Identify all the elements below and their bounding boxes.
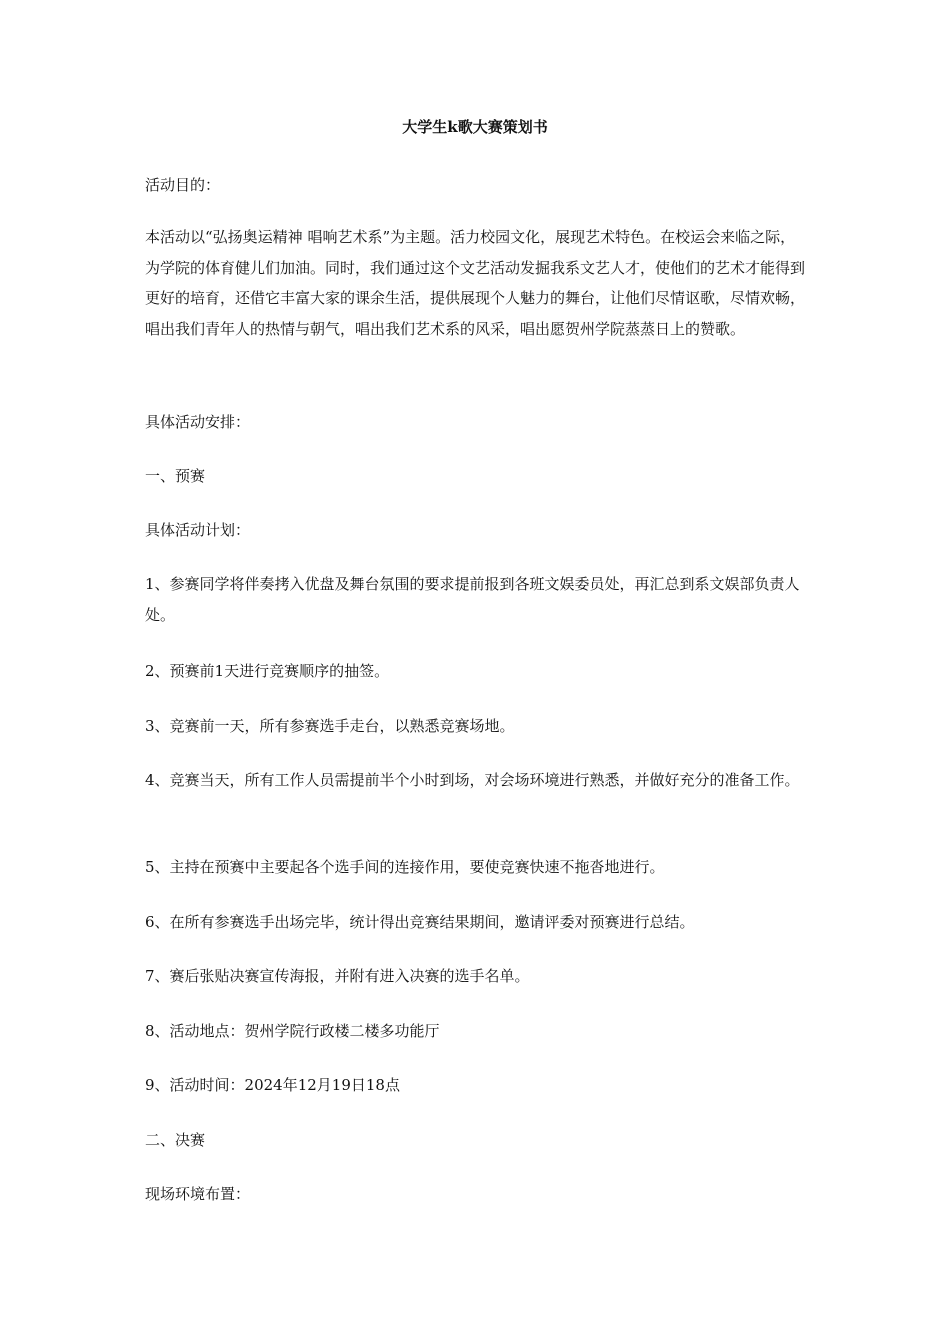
prelim-heading: 一、预赛 xyxy=(145,467,206,485)
plan-item-9: 9、活动时间：2024年12月19日18点 xyxy=(145,1076,400,1094)
purpose-body: 本活动以“弘扬奥运精神 唱响艺术系”为主题。活力校园文化，展现艺术特色。在校运会来临之际，为学院的体育健儿们加油。同时，我们通过这个文艺活动发掘我系文艺人才，使他们的艺术才能得到更好的培育，还借它丰富大家的课余生活，提供展现个人魅力的舞台，让他们尽情讴歌，尽情欢畅，唱出我们青年人的热情与朝气，唱出我们艺术系的风采，唱出愿贺州学院蒸蒸日上的赞歌。 xyxy=(145,228,806,338)
plan-item-8: 8、活动地点：贺州学院行政楼二楼多功能厅 xyxy=(145,1022,440,1040)
purpose-heading: 活动目的： xyxy=(145,176,221,194)
plan-item-1: 1、参赛同学将伴奏拷入优盘及舞台氛围的要求提前报到各班文娱委员处，再汇总到系文娱部负责人处。 xyxy=(145,575,800,624)
plan-item-3: 3、竞赛前一天，所有参赛选手走台，以熟悉竞赛场地。 xyxy=(145,717,515,735)
plan-item-4: 4、竞赛当天，所有工作人员需提前半个小时到场，对会场环境进行熟悉，并做好充分的准备工作。 xyxy=(145,771,800,789)
document-title: 大学生k歌大赛策划书 xyxy=(402,118,548,136)
plan-item-5: 5、主持在预赛中主要起各个选手间的连接作用，要使竞赛快速不拖沓地进行。 xyxy=(145,858,665,876)
plan-item-6: 6、在所有参赛选手出场完毕，统计得出竞赛结果期间，邀请评委对预赛进行总结。 xyxy=(145,913,695,931)
plan-item-7: 7、赛后张贴决赛宣传海报，并附有进入决赛的选手名单。 xyxy=(145,967,530,985)
plan-heading: 具体活动计划： xyxy=(145,521,251,539)
final-heading: 二、决赛 xyxy=(145,1131,206,1149)
plan-item-2: 2、预赛前1天进行竞赛顺序的抽签。 xyxy=(145,662,390,680)
arrangement-heading: 具体活动安排： xyxy=(145,413,251,431)
venue-heading: 现场环境布置： xyxy=(145,1185,251,1203)
